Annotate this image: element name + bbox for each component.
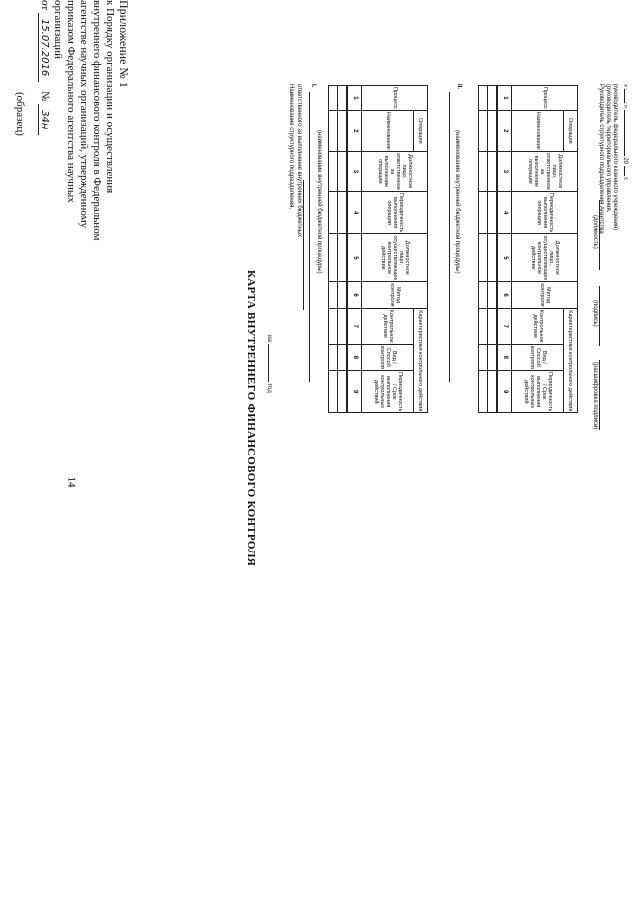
col-number: 3 bbox=[347, 151, 362, 191]
header-control-action: Контрольное действие bbox=[362, 308, 414, 344]
header-control-action: Контрольное действие bbox=[512, 308, 564, 344]
appendix-line-3: агентстве научных организаций, утвержденному bbox=[78, 0, 90, 229]
col-number: 8 bbox=[347, 344, 362, 370]
number-prefix: № bbox=[39, 90, 51, 102]
appendix-line-4: приказом Федерального агентства научных bbox=[65, 0, 77, 203]
header-name: Наименование bbox=[362, 110, 414, 151]
col-number: 1 bbox=[497, 86, 512, 111]
col-number: 2 bbox=[347, 110, 362, 151]
col-number: 5 bbox=[347, 234, 362, 282]
year-suffix: год bbox=[266, 383, 274, 393]
header-operation: Операция bbox=[413, 110, 427, 151]
control-table-2 bbox=[478, 85, 578, 413]
appendix-line-1: к Порядку организации и осуществления bbox=[104, 0, 116, 194]
col-number: 5 bbox=[497, 234, 512, 282]
date-open: « bbox=[622, 84, 628, 88]
footer-head-line-3: руководитель федерального казенного учреждения) bbox=[612, 84, 618, 231]
page-number: 14 bbox=[65, 476, 78, 488]
date-value: 15.07.2016 bbox=[38, 13, 50, 82]
table-row bbox=[338, 86, 348, 413]
header-characteristics: Характеристики контрольного действия bbox=[413, 308, 427, 413]
control-table-1 bbox=[328, 85, 428, 413]
table-row bbox=[329, 86, 338, 413]
col-number: 7 bbox=[347, 308, 362, 344]
header-method: Метод контроля bbox=[362, 282, 428, 308]
col-number: 6 bbox=[497, 282, 512, 308]
col-number: 4 bbox=[497, 191, 512, 233]
header-official: Должностное лицо, осуществляющее контрольное действие bbox=[362, 234, 428, 282]
appendix-title: Приложение № 1 bbox=[117, 0, 131, 88]
header-frequency: Периодичность выполнения операции bbox=[512, 191, 578, 233]
col-number: 8 bbox=[497, 344, 512, 370]
col-number: 6 bbox=[347, 282, 362, 308]
footer-date bbox=[622, 84, 628, 181]
section-2-label: II. bbox=[456, 84, 462, 90]
header-method: Метод контроля bbox=[512, 282, 578, 308]
date-prefix: от bbox=[39, 0, 51, 11]
header-period: Периодичность / Срок выполнения контрольных действий bbox=[362, 370, 414, 412]
position-caption: (должность) bbox=[592, 215, 598, 249]
header-characteristics: Характеристики контрольного действия bbox=[563, 308, 577, 413]
header-operation: Операция bbox=[563, 110, 577, 151]
sample-label: (образец) bbox=[14, 92, 26, 136]
procedure-caption-2: (наименование внутренней бюджетной процедуры) bbox=[454, 130, 460, 274]
col-number: 9 bbox=[347, 370, 362, 412]
col-number: 9 bbox=[497, 370, 512, 412]
signature-caption: (подпись) bbox=[592, 300, 598, 327]
appendix-line-2: внутреннего финансового контроля в Федеральном bbox=[91, 0, 103, 241]
date-g: г. bbox=[622, 177, 628, 181]
header-responsible: Должностное лицо, ответственное за выполнение операции bbox=[362, 151, 428, 191]
decode-caption: (расшифровка подписи) bbox=[592, 362, 598, 430]
procedure-caption-1: (наименование внутренней бюджетной процедуры) bbox=[316, 130, 322, 274]
footer-head-line: Руководитель структурного подразделения Агентства bbox=[598, 84, 604, 234]
header-type: Вид / Способ контроля bbox=[512, 344, 564, 370]
col-number: 1 bbox=[347, 86, 362, 111]
table-row bbox=[488, 86, 498, 413]
appendix-line-5: организаций bbox=[52, 0, 64, 60]
col-number: 3 bbox=[497, 151, 512, 191]
col-number: 4 bbox=[347, 191, 362, 233]
unit-label-2: ответственного за выполнение внутренних бюджетных bbox=[296, 84, 302, 238]
unit-label-1: Наименование структурного подразделения, bbox=[288, 84, 294, 210]
col-number: 2 bbox=[497, 110, 512, 151]
header-period: Периодичность / Срок выполнения контрольных действий bbox=[512, 370, 564, 412]
header-process: Процесс bbox=[362, 86, 428, 111]
year-prefix: на bbox=[266, 335, 274, 342]
header-responsible: Должностное лицо, ответственное за выполнение операции bbox=[512, 151, 578, 191]
footer-head-line-2: (руководитель территориального управления, bbox=[605, 84, 611, 213]
header-name: Наименование bbox=[512, 110, 564, 151]
header-type: Вид / Способ контроля bbox=[362, 344, 414, 370]
date-year: 20 bbox=[622, 157, 628, 165]
date-mid: » bbox=[622, 104, 628, 109]
number-value: 34н bbox=[38, 104, 50, 135]
card-year bbox=[266, 335, 274, 393]
section-1-label: I. bbox=[310, 84, 316, 88]
card-title: КАРТА ВНУТРЕННЕГО ФИНАНСОВОГО КОНТРОЛЯ bbox=[245, 270, 257, 566]
header-process: Процесс bbox=[512, 86, 578, 111]
header-official: Должностное лицо, осуществляющее контрольное действие bbox=[512, 234, 578, 282]
col-number: 7 bbox=[497, 308, 512, 344]
table-row bbox=[479, 86, 488, 413]
header-frequency: Периодичность выполнения операции bbox=[362, 191, 428, 233]
